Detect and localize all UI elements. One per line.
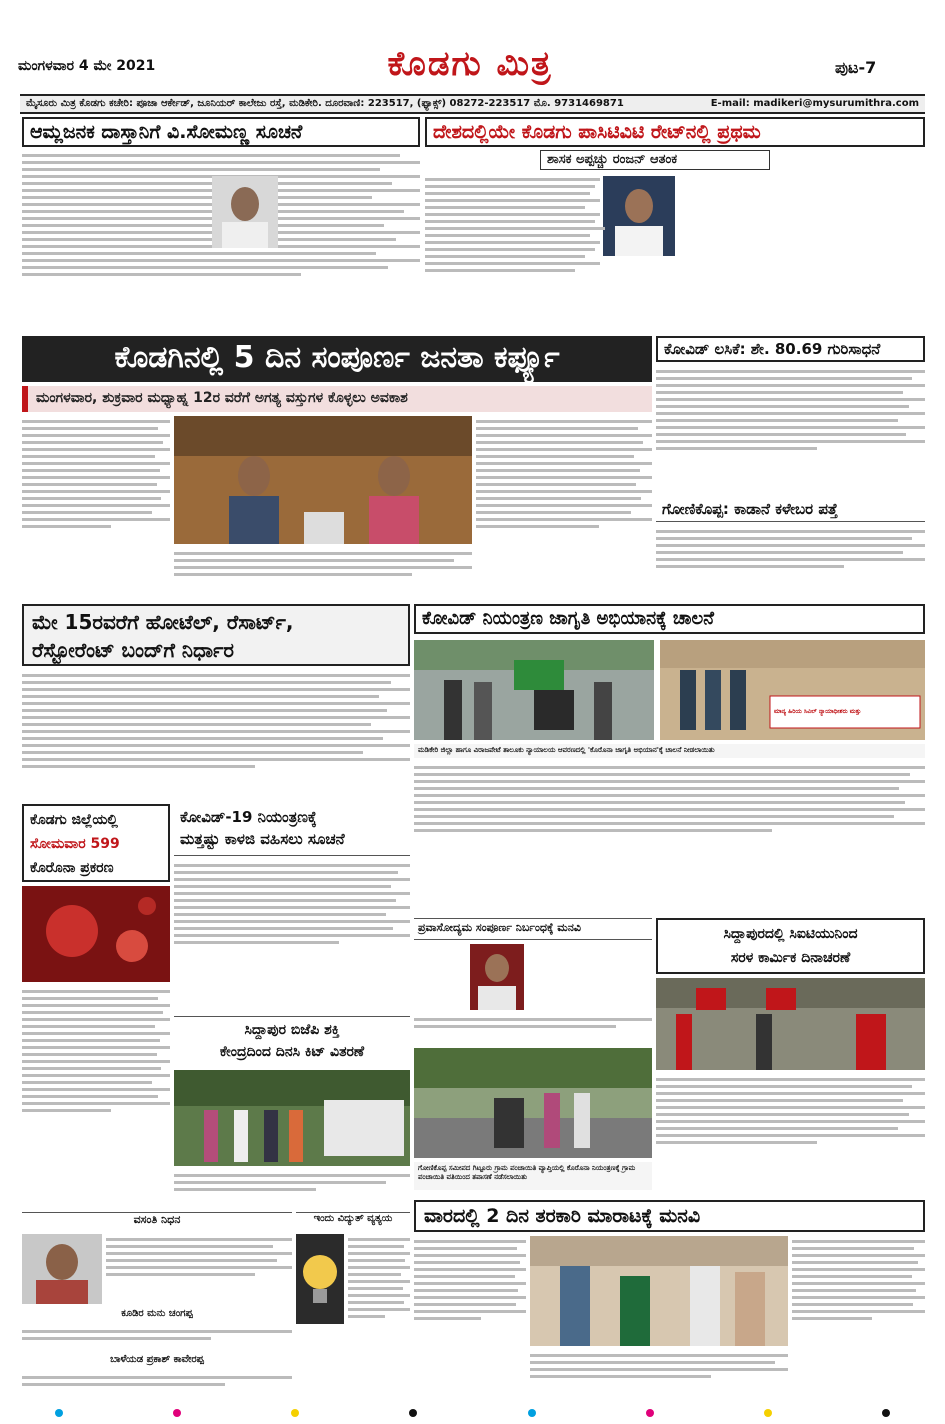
- portrait-photo: [22, 1234, 102, 1304]
- manu-changappa-body: [22, 1326, 292, 1352]
- cases-headline-line1: ಕೊಡಗು ಜಿಲ್ಲೆಯಲ್ಲಿ: [30, 812, 118, 828]
- awareness-photo-right: [660, 640, 925, 740]
- portrait-photo: [212, 176, 278, 248]
- cases-body: [22, 986, 170, 1206]
- portrait-photo: [470, 944, 524, 1010]
- carcass-body: [656, 526, 925, 598]
- registration-dot: [409, 1409, 417, 1417]
- registration-dot: [882, 1409, 890, 1417]
- cases-headline-line2: ಸೋಮವಾರ 599: [30, 836, 120, 852]
- positivity-kicker: ಶಾಸಕ ಅಪ್ಪಚ್ಚು ರಂಜನ್ ಆತಂಕ: [540, 150, 770, 170]
- vegetables-photo: [530, 1236, 788, 1346]
- citu-headline: [656, 918, 925, 974]
- power-headline: ಇಂದು ವಿದ್ಯುತ್ ವ್ಯತ್ಯಯ: [296, 1212, 410, 1230]
- bjp-kit-body: [174, 1170, 410, 1206]
- prakash-body: [22, 1372, 292, 1398]
- vaccine-headline: ಕೋವಿಡ್ ಲಸಿಕೆ: ಶೇ. 80.69 ಗುರಿಸಾಧನೆ: [656, 336, 925, 362]
- awareness-banner-text: ಮಾನ್ಯ ಹಿರಿಯ ಸಿವಿಲ್ ನ್ಯಾಯಾಧೀಶರು ಮತ್ತು: [774, 708, 862, 715]
- cases-headline: [22, 804, 170, 882]
- checkpoint-photo: [414, 1048, 652, 1158]
- power-body: [348, 1234, 410, 1398]
- tourism-portrait: [470, 944, 524, 1010]
- virus-photo: [22, 886, 170, 982]
- bulb-photo: [296, 1234, 344, 1324]
- vegetables-headline: ವಾರದಲ್ಲಿ 2 ದಿನ ತರಕಾರಿ ಮಾರಾಟಕ್ಕೆ ಮನವಿ: [414, 1200, 925, 1232]
- registration-dot: [528, 1409, 536, 1417]
- meeting-photo: [174, 416, 472, 544]
- registration-marks: [0, 1406, 945, 1420]
- registration-dot: [764, 1409, 772, 1417]
- banner-photo: [660, 640, 925, 740]
- covid-control-headline-line1: ಕೋವಿಡ್-19 ನಿಯಂತ್ರಣಕ್ಕೆ: [180, 808, 317, 826]
- curfew-subheadline: ಮಂಗಳವಾರ, ಶುಕ್ರವಾರ ಮಧ್ಯಾಹ್ನ 12ರ ವರೆಗೆ ಅಗತ್ಯ ವಸ್ತುಗಳ ಕೊಳ್ಳಲು ಅವಕಾಶ: [22, 386, 652, 412]
- bjp-kit-headline-line1: ಸಿದ್ದಾಪುರ ಬಿಜೆಪಿ ಶಕ್ತಿ: [244, 1022, 340, 1038]
- awareness-headline: ಕೋವಿಡ್ ನಿಯಂತ್ರಣ ಜಾಗೃತಿ ಅಭಿಯಾನಕ್ಕೆ ಚಾಲನೆ: [414, 604, 925, 634]
- contact-details: ಮೈಸೂರು ಮಿತ್ರ ಕೊಡಗು ಕಚೇರಿ: ಪೂಜಾ ಆರ್ಕೇಡ್, ಜೂನಿಯರ್ ಕಾಲೇಜು ರಸ್ತೆ, ಮಡಿಕೇರಿ. ದೂರವಾಣಿ: 223517, (ಫ್ಯಾಕ್ಸ್) 08272-223517 ಮೊ. 9731469871: [26, 98, 624, 109]
- cases-headline-line3: ಕೊರೊನಾ ಪ್ರಕರಣ: [30, 860, 114, 876]
- positivity-headline: ದೇಶದಲ್ಲಿಯೇ ಕೊಡಗು ಪಾಸಿಟಿವಿಟಿ ರೇಟ್‌ನಲ್ಲಿ ಪ್ರಥಮ: [425, 117, 925, 147]
- bjp-kit-headline: [174, 1016, 410, 1066]
- manu-changappa-headline: ಕೂಡಿರ ಮನು ಚಂಗಪ್ಪ: [121, 1308, 193, 1319]
- curfew-headline: ಕೊಡಗಿನಲ್ಲಿ 5 ದಿನ ಸಂಪೂರ್ಣ ಜನತಾ ಕರ್ಫ್ಯೂ: [22, 336, 652, 382]
- prakash-headline: ಬಾಳೆಯಡ ಪ್ರಕಾಶ್ ಕಾವೇರಪ್ಪ: [110, 1354, 204, 1365]
- registration-dot: [646, 1409, 654, 1417]
- bjp-kit-photo: [174, 1070, 410, 1166]
- citu-headline-line2: ಸರಳ ಕಾರ್ಮಿಕ ದಿನಾಚರಣೆ: [730, 950, 851, 966]
- registration-dot: [173, 1409, 181, 1417]
- registration-dot: [291, 1409, 299, 1417]
- vasanthi-body: [106, 1234, 292, 1304]
- hotels-headline-line2: ರೆಸ್ಟೋರೆಂಟ್ ಬಂದ್‌ಗೆ ನಿರ್ಧಾರ: [32, 638, 234, 662]
- registration-dot: [55, 1409, 63, 1417]
- hotels-headline: [22, 604, 410, 666]
- vasanthi-headline: ವಸಂತಿ ನಿಧನ: [22, 1212, 292, 1230]
- tourism-headline: ಪ್ರವಾಸೋದ್ಯಮ ಸಂಪೂರ್ಣ ನಿರ್ಬಂಧಕ್ಕೆ ಮನವಿ: [414, 918, 652, 940]
- issue-date: ಮಂಗಳವಾರ 4 ಮೇ 2021: [18, 58, 156, 74]
- labour-day-photo: [656, 978, 925, 1070]
- curfew-photo: [174, 416, 472, 544]
- vasanthi-photo: [22, 1234, 102, 1304]
- tourism-caption: ಗೋಣಿಕೊಪ್ಪ ಸಮೀಪದ ಗಿಟ್ಟೂರು ಗ್ರಾಮ ಪಂಚಾಯಿತಿ ವ್ಯಾಪ್ತಿಯಲ್ಲಿ ಕೊರೊನಾ ನಿಯಂತ್ರಣಕ್ಕೆ ಗ್ರಾಮ ಪಂಚಾಯಿತಿ ವತಿಯಿಂದ ತಪಾಸಣೆ ನಡೆಸಲಾಯಿತು: [414, 1162, 652, 1190]
- contact-bar: [20, 94, 925, 114]
- curfew-body-right: [476, 416, 652, 596]
- curfew-body-left: [22, 416, 170, 596]
- vegetables-body-left: [414, 1236, 526, 1398]
- citu-body: [656, 1074, 925, 1198]
- vaccine-body: [656, 366, 925, 496]
- coronavirus-image: [22, 886, 170, 982]
- oxygen-headline: ಆಮ್ಲಜನಕ ದಾಸ್ತಾನಿಗೆ ವಿ.ಸೋಮಣ್ಣ ಸೂಚನೆ: [22, 117, 420, 147]
- covid-control-headline-line2: ಮತ್ತಷ್ಟು ಕಾಳಜಿ ವಹಿಸಲು ಸೂಚನೆ: [180, 830, 345, 848]
- covid-control-headline: [174, 804, 410, 856]
- vegetables-body-right: [792, 1236, 925, 1398]
- tourism-photo: [414, 1048, 652, 1158]
- awareness-body: [414, 762, 925, 854]
- kit-distribution-photo: [174, 1070, 410, 1166]
- positivity-body: [425, 174, 925, 329]
- citu-photo: [656, 978, 925, 1070]
- awareness-photo-left: [414, 640, 654, 740]
- contact-email: E-mail: madikeri@mysurumithra.com: [710, 98, 919, 109]
- somanna-photo: [212, 176, 278, 248]
- citu-headline-line1: ಸಿದ್ದಾಪುರದಲ್ಲಿ ಸಿಐಟಿಯುನಿಂದ: [723, 926, 858, 942]
- flag-off-photo: [414, 640, 654, 740]
- carcass-headline: ಗೋಣಿಕೊಪ್ಪ: ಕಾಡಾನೆ ಕಳೇಬರ ಪತ್ತೆ: [656, 498, 925, 522]
- page-number: ಪುಟ-7: [835, 58, 877, 77]
- newspaper-logo: ಕೊಡಗು ಮಿತ್ರ: [387, 44, 553, 84]
- petition-photo: [530, 1236, 788, 1346]
- hotels-body: [22, 670, 410, 798]
- covid-control-body: [174, 860, 410, 1010]
- curfew-body-mid: [174, 548, 472, 598]
- hotels-headline-line1: ಮೇ 15ರವರೆಗೆ ಹೋಟೆಲ್, ರೆಸಾರ್ಟ್,: [32, 610, 294, 634]
- vegetables-body-mid: [530, 1350, 788, 1398]
- tourism-body: [414, 1014, 652, 1044]
- bjp-kit-headline-line2: ಕೇಂದ್ರದಿಂದ ದಿನಸಿ ಕಿಟ್ ವಿತರಣೆ: [219, 1044, 365, 1060]
- awareness-caption: ಮಡಿಕೇರಿ ಜಿಲ್ಲಾ ಹಾಗೂ ವಿರಾಜಪೇಟೆ ತಾಲೂಕು ನ್ಯಾಯಾಲಯ ಆವರಣದಲ್ಲಿ 'ಕೊರೊನಾ ಜಾಗೃತಿ ಅಭಿಯಾನ'ಕ್ಕೆ ಚಾಲನೆ ನೀಡಲಾಯಿತು: [414, 744, 925, 758]
- light-bulb-icon: [296, 1234, 344, 1324]
